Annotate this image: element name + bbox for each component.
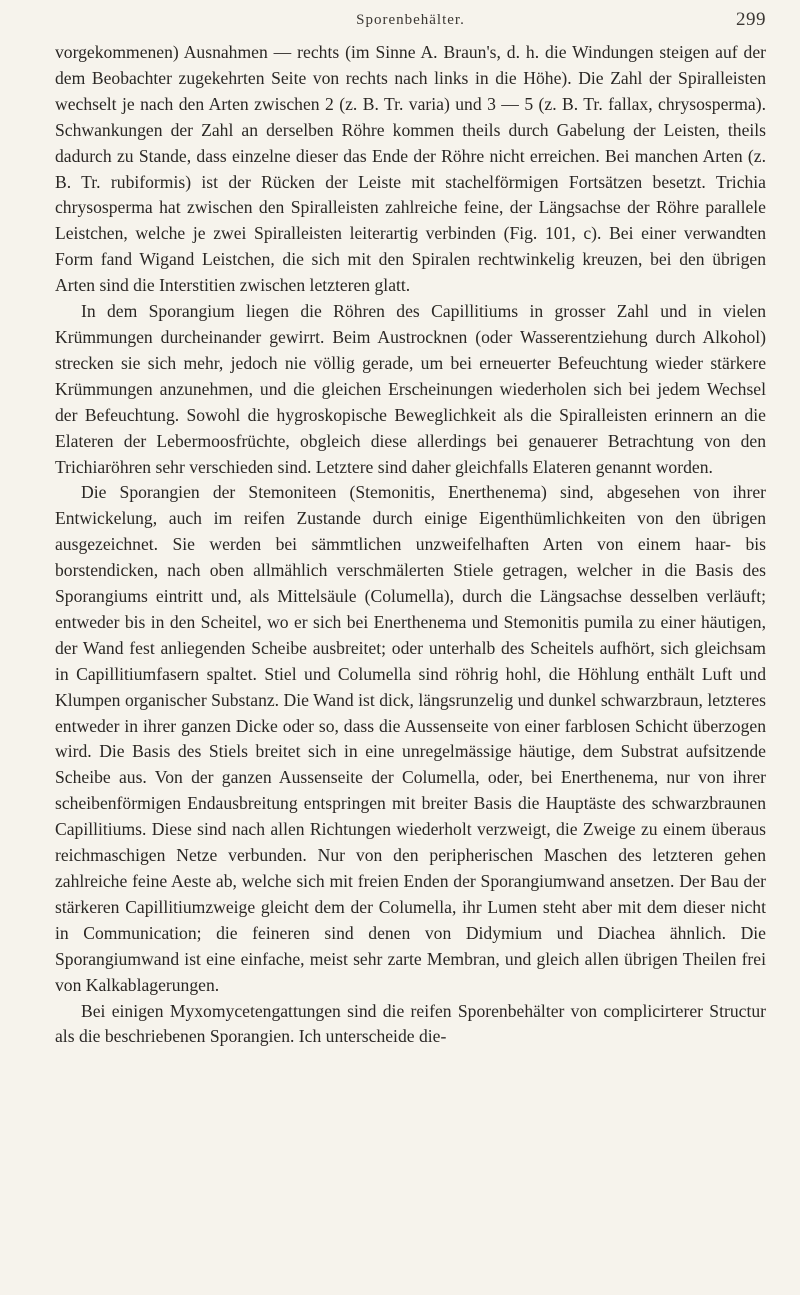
running-head [55,0,766,40]
page-number: 299 [736,9,766,30]
paragraph-3: Die Sporangien der Stemoniteen (Stemonitis, Enerthenema) sind, abgesehen von ihrer Entwickelung, auch im reifen Zustande durch einige Eigenthümlichkeiten von den übrigen ausgezeichnet. Sie werden bei sämmtlichen unzweifelhaften Arten von einem haar- bis borstendicken, nach oben allmählich verschmälerten Stiele getragen, welcher in die Basis des Sporangiums eintritt und, als Mittelsäule (Columella), durch die Längsachse desselben verläuft; entweder bis in den Scheitel, wo er sich bei Enerthenema und Stemonitis pumila zu einer häutigen, der Wand fest anliegenden Scheibe ausbreitet; oder unterhalb des Scheitels aufhört, sich gleichsam in Capillitiumfasern spaltet. Stiel und Columella sind röhrig hohl, die Höhlung enthält Luft und Klumpen organischer Substanz. Die Wand ist dick, längsrunzelig und dunkel schwarzbraun, letzteres entweder in ihrer ganzen Dicke oder so, dass die Aussenseite von einer farblosen Schicht überzogen wird. Die Basis des Stiels breitet sich in eine unregelmässige häutige, dem Substrat aufsitzende Scheibe aus. Von der ganzen Aussenseite der Columella, oder, bei Enerthenema, nur von ihrer scheibenförmigen Endausbreitung entspringen mit breiter Basis die Hauptäste des schwarzbraunen Capillitiums. Diese sind nach allen Richtungen wiederholt verzweigt, die Zweige zu einem überaus reichmaschigen Netze verbunden. Nur von den peripherischen Maschen des letzteren gehen zahlreiche feine Aeste ab, welche sich mit freien Enden der Sporangiumwand ansetzen. Der Bau der stärkeren Capillitiumzweige gleicht dem der Columella, ihr Lumen steht aber mit dem dieser nicht in Communication; die feineren sind denen von Didymium und Diachea ähnlich. Die Sporangiumwand ist eine einfache, meist sehr zarte Membran, und gleich allen übrigen Theilen frei von Kalkablagerungen. [55,482,766,995]
paragraph-1: vorgekommenen) Ausnahmen — rechts (im Sinne A. Braun's, d. h. die Windungen steigen auf der dem Beobachter zugekehrten Seite von rechts nach links in die Höhe). Die Zahl der Spiralleisten wechselt je nach den Arten zwischen 2 (z. B. Tr. varia) und 3 — 5 (z. B. Tr. fallax, chrysosperma). Schwankungen der Zahl an derselben Röhre kommen theils durch Gabelung der Leisten, theils dadurch zu Stande, dass einzelne dieser das Ende der Röhre nicht erreichen. Bei manchen Arten (z. B. Tr. rubiformis) ist der Rücken der Leiste mit stachelförmigen Fortsätzen besetzt. Trichia chrysosperma hat zwischen den Spiralleisten zahlreiche feine, der Längsachse der Röhre parallele Leistchen, welche je zwei Spiralleisten leiterartig verbinden (Fig. 101, c). Bei einer verwandten Form fand Wigand Leistchen, die sich mit den Spiralen rechtwinkelig kreuzen, bei den übrigen Arten sind die Interstitien zwischen letzteren glatt. [55,42,766,296]
paragraph-2: In dem Sporangium liegen die Röhren des Capillitiums in grosser Zahl und in vielen Krümmungen durcheinander gewirrt. Beim Austrocknen (oder Wasserentziehung durch Alkohol) strecken sie sich mehr, jedoch nie völlig gerade, um bei erneuerter Befeuchtung wieder stärkere Krümmungen anzunehmen, und die gleichen Erscheinungen wiederholen sich bei jedem Wechsel der Befeuchtung. Sowohl die hygroskopische Beweglichkeit als die Spiralleisten erinnern an die Elateren der Lebermoosfrüchte, obgleich diese allerdings bei genauerer Betrachtung von den Trichiaröhren sehr verschieden sind. Letztere sind daher gleichfalls Elateren genannt worden. [55,301,766,477]
body-text [55,40,766,1050]
running-title: Sporenbehälter. [356,12,465,28]
paragraph-4: Bei einigen Myxomycetengattungen sind die reifen Sporenbehälter von complicirterer Structur als die beschriebenen Sporangien. Ich unterscheide die- [55,1000,766,1047]
